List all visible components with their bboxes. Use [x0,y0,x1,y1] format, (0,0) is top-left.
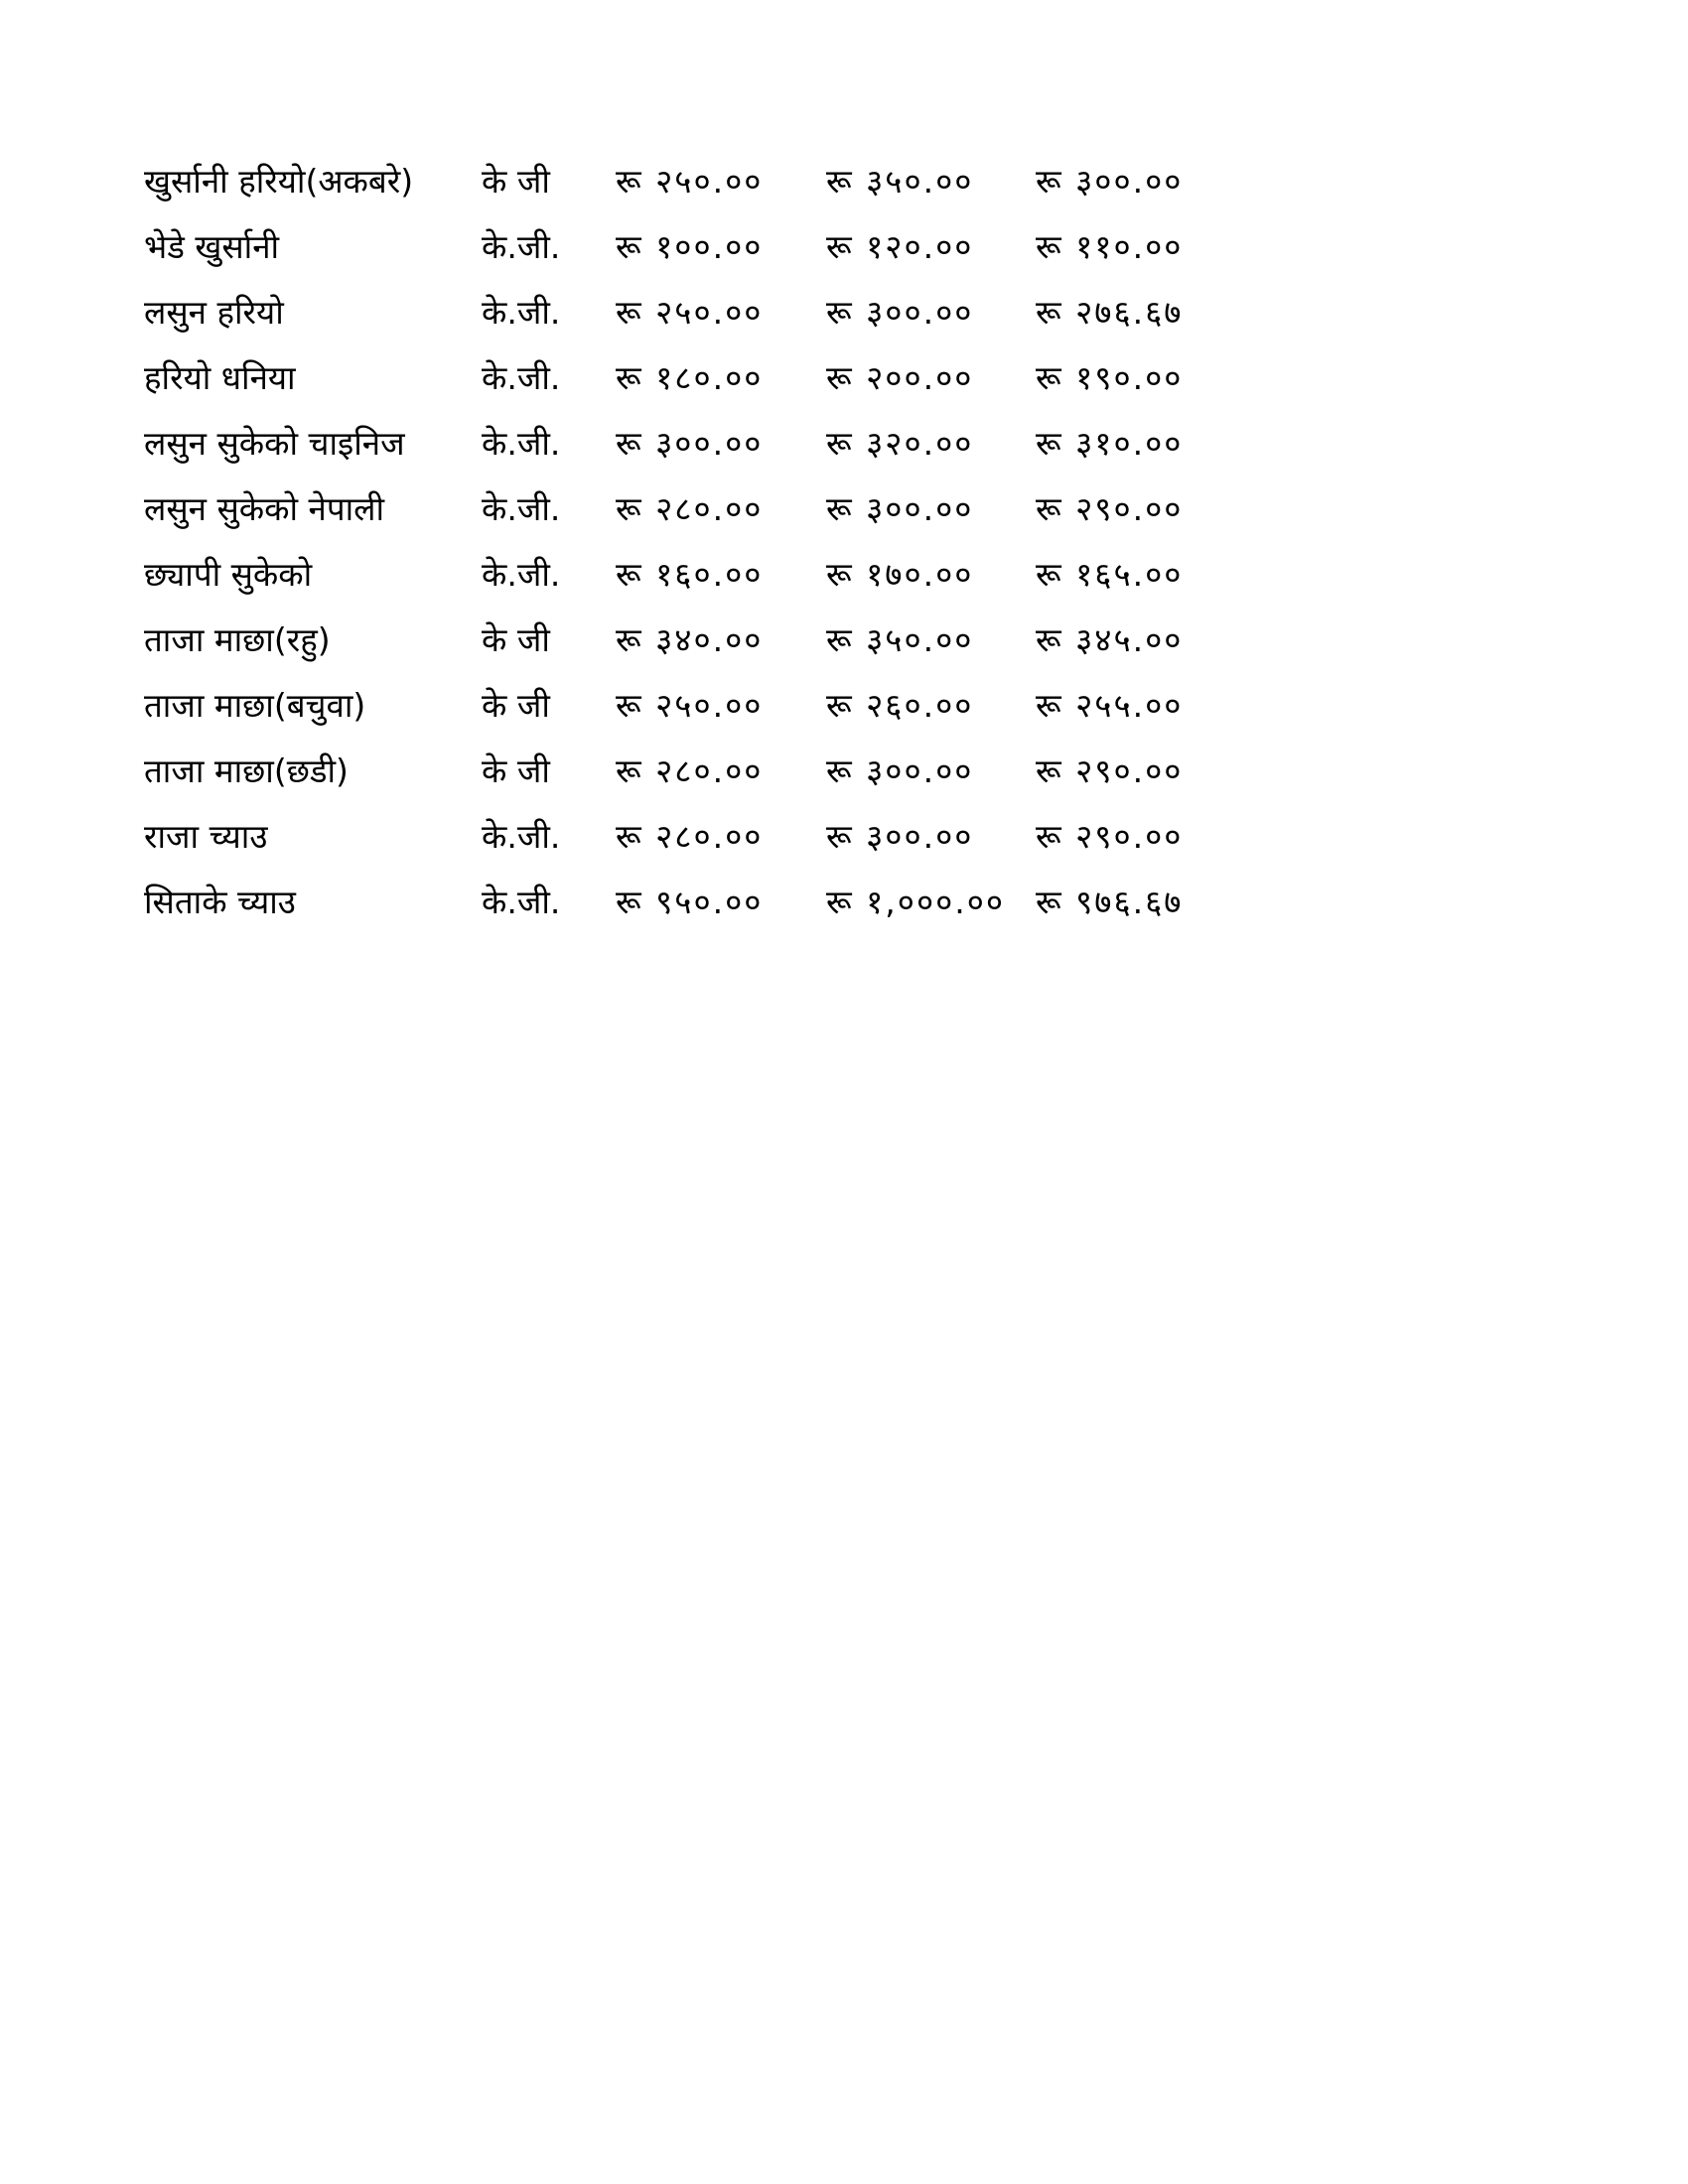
min-price: रू ३००.०० [616,424,764,463]
item-unit: के.जी. [482,358,561,397]
min-price: रू २८०.०० [616,751,764,790]
item-name: हरियो धनिया [144,358,296,397]
min-price: रू १००.०० [616,227,764,266]
item-unit: के.जी. [482,489,561,528]
item-unit: के.जी. [482,555,561,594]
table-row [144,350,1216,416]
min-price: रू २८०.०० [616,817,764,856]
item-unit: के.जी. [482,293,561,332]
item-unit: के.जी. [482,227,561,266]
item-name: लसुन सुकेको चाइनिज [144,424,405,463]
item-name: छ्यापी सुकेको [144,555,313,594]
table-row [144,613,1216,678]
item-name: ताजा माछा(रहु) [144,620,331,659]
avg-price: रू २९०.०० [1036,817,1184,856]
table-row [144,809,1216,875]
avg-price: रू ३००.०० [1036,162,1184,201]
avg-price: रू ३४५.०० [1036,620,1184,659]
max-price: रू २००.०० [826,358,974,397]
max-price: रू १२०.०० [826,227,974,266]
item-name: ताजा माछा(बचुवा) [144,686,366,725]
item-name: ताजा माछा(छडी) [144,751,349,790]
item-unit: के जी [482,162,550,201]
avg-price: रू ३१०.०० [1036,424,1184,463]
item-unit: के.जी. [482,424,561,463]
avg-price: रू ९७६.६७ [1036,883,1184,921]
avg-price: रू ११०.०० [1036,227,1184,266]
min-price: रू १८०.०० [616,358,764,397]
avg-price: रू २९०.०० [1036,751,1184,790]
price-table [144,154,1216,940]
max-price: रू ३००.०० [826,489,974,528]
table-row [144,875,1216,940]
table-row [144,481,1216,547]
avg-price: रू २५५.०० [1036,686,1184,725]
item-name: खुर्सानी हरियो(अकबरे) [144,162,414,201]
item-name: भेडे खुर्सानी [144,227,280,266]
min-price: रू ९५०.०० [616,883,764,921]
max-price: रू ३५०.०० [826,620,974,659]
min-price: रू ३४०.०० [616,620,764,659]
table-row [144,154,1216,219]
item-name: राजा च्याउ [144,817,268,856]
max-price: रू १,०००.०० [826,883,1006,921]
avg-price: रू २७६.६७ [1036,293,1184,332]
table-row [144,744,1216,809]
table-row [144,416,1216,481]
table-row [144,547,1216,613]
max-price: रू ३००.०० [826,751,974,790]
item-name: लसुन हरियो [144,293,284,332]
item-name: लसुन सुकेको नेपाली [144,489,385,528]
min-price: रू २८०.०० [616,489,764,528]
item-unit: के जी [482,620,550,659]
max-price: रू ३००.०० [826,293,974,332]
item-unit: के.जी. [482,817,561,856]
min-price: रू २५०.०० [616,293,764,332]
min-price: रू २५०.०० [616,686,764,725]
max-price: रू ३२०.०० [826,424,974,463]
item-unit: के.जी. [482,883,561,921]
item-unit: के जी [482,751,550,790]
min-price: रू १६०.०० [616,555,764,594]
max-price: रू १७०.०० [826,555,974,594]
avg-price: रू २९०.०० [1036,489,1184,528]
avg-price: रू १६५.०० [1036,555,1184,594]
item-name: सिताके च्याउ [144,883,296,921]
max-price: रू ३५०.०० [826,162,974,201]
table-row [144,285,1216,350]
min-price: रू २५०.०० [616,162,764,201]
max-price: रू २६०.०० [826,686,974,725]
avg-price: रू १९०.०० [1036,358,1184,397]
table-row [144,678,1216,744]
item-unit: के जी [482,686,550,725]
table-row [144,219,1216,285]
max-price: रू ३००.०० [826,817,974,856]
